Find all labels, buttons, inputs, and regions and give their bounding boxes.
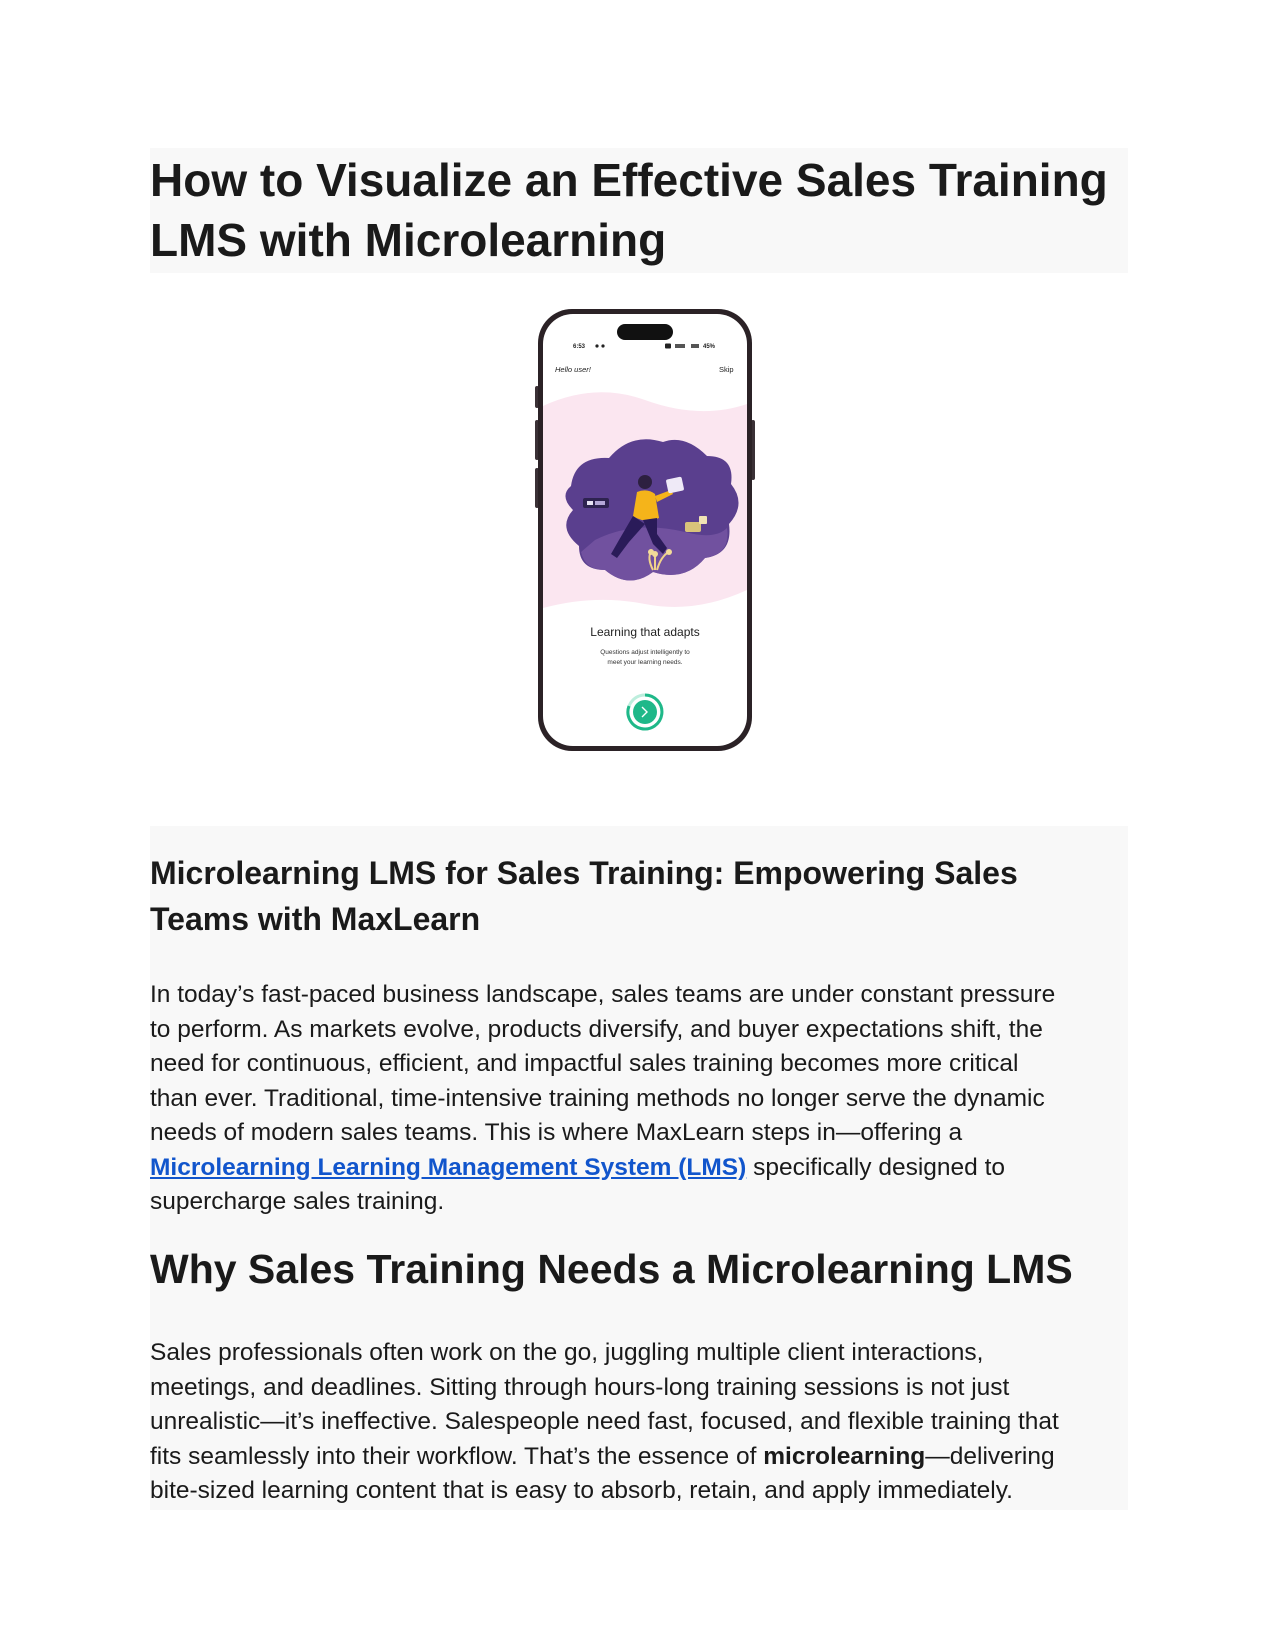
- p2-line-5: bite-sized learning content that is easy to absorb, retain, and apply immediately.: [150, 1477, 1013, 1504]
- p2-line-3: unrealistic—it’s ineffective. Salespeople need fast, focused, and flexible training that: [150, 1408, 1059, 1435]
- phone-mockup-image: [535, 308, 755, 753]
- p1-line-7: supercharge sales training.: [150, 1188, 445, 1215]
- page-title: [150, 150, 1108, 270]
- p1-line-5: needs of modern sales teams. This is where MaxLearn steps in—offering a: [150, 1119, 963, 1146]
- title-line-1: How to Visualize an Effective Sales Training: [150, 154, 1108, 206]
- next-button[interactable]: [628, 695, 662, 729]
- p1-line-4: than ever. Traditional, time-intensive training methods no longer serve the dynamic: [150, 1084, 1045, 1112]
- phone-caption-2: meet your learning needs.: [607, 659, 683, 666]
- p1-line-2: to perform. As markets evolve, products diversify, and buyer expectations shift, the: [150, 1015, 1043, 1043]
- p2-line-2: meetings, and deadlines. Sitting through hours-long training sessions is not just: [150, 1373, 1010, 1401]
- phone-caption-1: Questions adjust intelligently to: [600, 649, 690, 656]
- title-block: [150, 148, 1128, 273]
- p1-line-1: In today’s fast-paced business landscape, sales teams are under constant pressure: [150, 981, 1056, 1008]
- p2-line-4-after: —delivering: [925, 1442, 1055, 1470]
- section1-heading-line-1: Microlearning LMS for Sales Training: Empowering Sales: [150, 855, 1018, 891]
- intro-paragraph: [150, 978, 1128, 1220]
- section-heading-maxlearn: [150, 850, 1018, 942]
- why-paragraph: [150, 1336, 1128, 1509]
- lms-link[interactable]: Microlearning Learning Management System (LMS): [150, 1153, 747, 1181]
- status-battery: 45%: [703, 344, 716, 350]
- p1-line-6-after: specifically designed to: [746, 1153, 1006, 1181]
- skip-link[interactable]: Skip: [719, 365, 734, 374]
- section1-heading-line-2: Teams with MaxLearn: [150, 901, 481, 937]
- greeting-text: Hello user!: [555, 365, 591, 374]
- section-heading-why: Why Sales Training Needs a Microlearning LMS: [150, 1246, 1073, 1292]
- p1-line-3: need for continuous, efficient, and impactful sales training becomes more critical: [150, 1050, 1019, 1077]
- phone-headline: Learning that adapts: [590, 625, 700, 639]
- status-time: 6:53: [573, 344, 586, 350]
- title-line-2: LMS with Microlearning: [150, 214, 667, 266]
- content-block: [150, 826, 1128, 1510]
- p2-line-1: Sales professionals often work on the go, juggling multiple client interactions,: [150, 1339, 984, 1366]
- dynamic-island: [617, 324, 673, 340]
- p2-line-4-before: fits seamlessly into their workflow. That’s the essence of: [150, 1442, 764, 1470]
- microlearning-bold: microlearning: [763, 1442, 926, 1470]
